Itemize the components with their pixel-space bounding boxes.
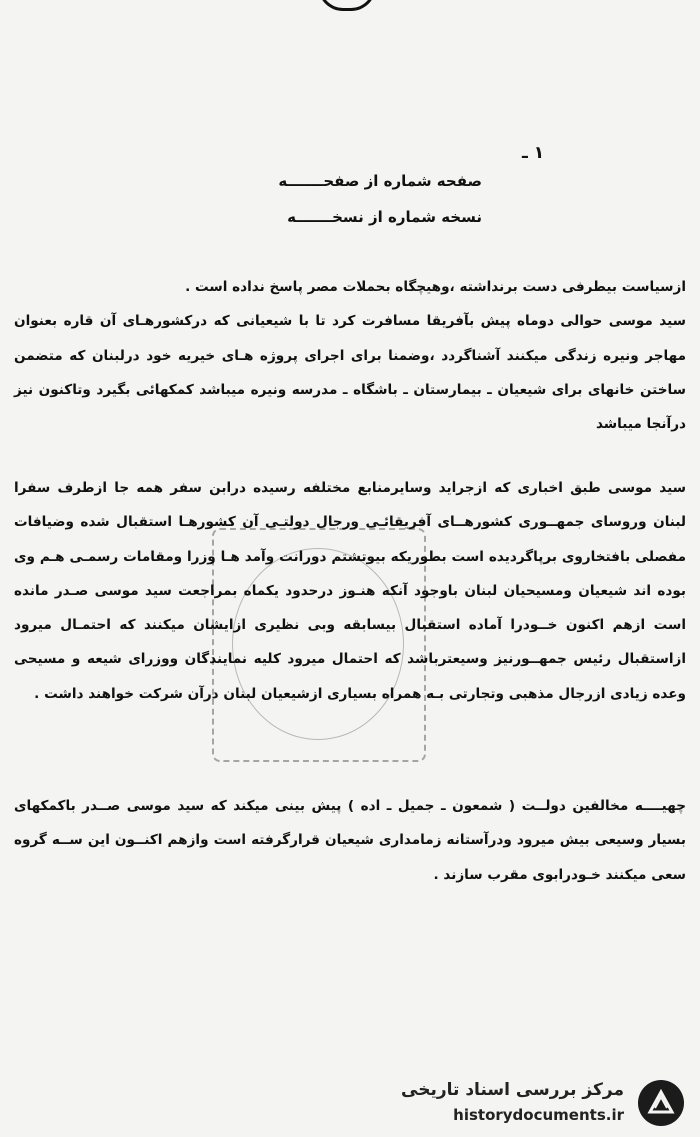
archive-logo-icon — [638, 1080, 684, 1126]
copy-count-label: نسخه شماره از نسخـــــــه — [287, 208, 482, 226]
paragraph-1: ازسیاست بیطرفی دست برنداشته ،وهیچگاه بحملات مصر پاسخ نداده است . سید موسی حوالی دوماه پیش بآفریقا مسافرت کرد تا با شیعیانی که درکشورهـای آن قاره بعنوان مهاجر ونیره زندگی میکنند آشناگردد ،وضمنا برای اجرای پروژه هـای خیریه خود درلبنان که متضمن ساختن خانهای برای شیعیان ـ بیمارستان ـ باشگاه ـ مدرسه ونیره میباشد کمکهائی بگیرد وتاکنون نیز درآنجا میباشد — [14, 279, 686, 433]
archive-url: historydocuments.ir — [453, 1106, 624, 1124]
page-number: ۱ ـ — [522, 143, 545, 163]
archive-name: مرکز بررسی اسناد تاریخی — [401, 1080, 624, 1100]
page-count-label: صفحه شماره از صفحـــــــه — [278, 172, 482, 190]
paragraph-3: چهیــــه مخالفین دولــت ( شمعون ـ جمیل ـ اده ) پیش بینی میکند که سید موسی صــدر باکمکهای بسیار وسیعی بیش میرود ودرآستانه زمامداری شیعیان قرارگرفته است وازهم اکنــون این ســه گروه سعی میکنند خـودرابوی مقرب سازند . — [14, 798, 686, 883]
paragraph-2: سید موسی طبق اخباری که ازجراید وسایرمنابع مختلفه رسیده درابن سفر همه جا ازطرف سفرا لبنان وروسای جمهــوری کشورهــای آفریقائـی ورجال دولتـی آن کشورهـا استقبال شده وضیافات مفصلی بافتخاروی برپاگردیده است بطوریکه بیوتشتم دورانت وآمد هـا وزرا ومقامات رسمـی هـم وی بوده اند شیعیان ومسیحیان لبنان باوجود آنکه هنـوز درحدود یکماه بمراجعت سید موسی صـدر مانده است ازهم اکنون خــودرا آماده استقبال بیسابقه وبی نظیری ازایشان میکنند که احتمـال میرود ازاستقبال رئیس جمهــورنیز وسیعترباشد که احتمال میرود کلیه نمایندگان ووزرای شیعه و مسیحی وعده زیادی ازرجال مذهبی وتجارتی بـه همراه بسیاری ازشیعیان لبنان درآن شرکت خواهند داشت . — [14, 480, 686, 702]
archive-watermark — [384, 1080, 684, 1132]
page-top-mark — [318, 0, 376, 11]
